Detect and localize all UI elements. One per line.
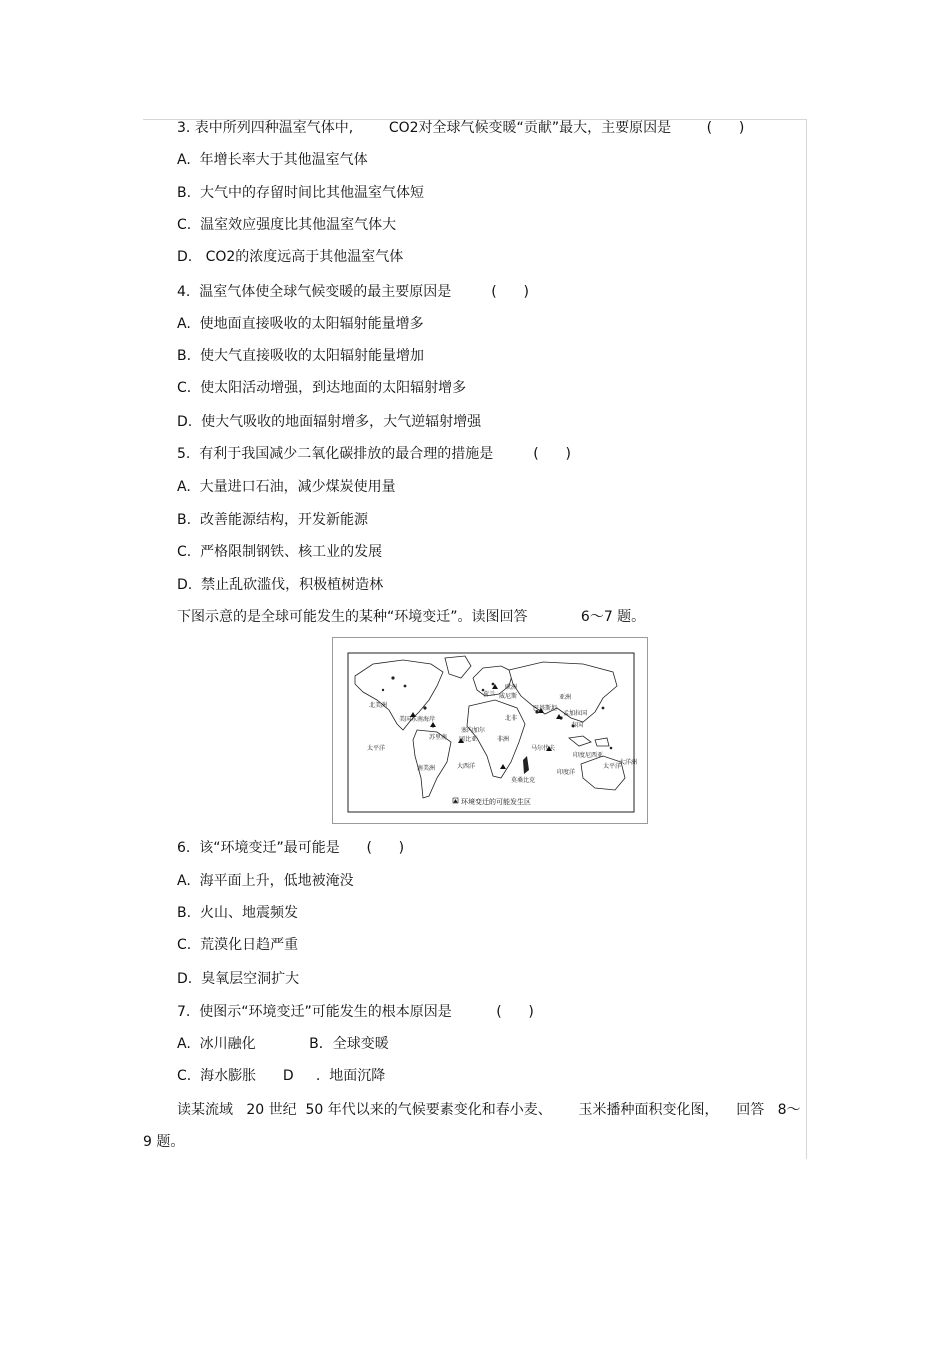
map-label-suriname: 苏里南 bbox=[429, 734, 448, 741]
q3-option-c: C. 温室效应强度比其他温室气体大 bbox=[177, 217, 397, 233]
map-label-north-africa: 北非 bbox=[505, 715, 518, 722]
q5-option-a: A. 大量进口石油，减少煤炭使用量 bbox=[177, 479, 396, 495]
q3-option-b: B. 大气中的存留时间比其他温室气体短 bbox=[177, 185, 424, 201]
question-4-stem: 4. 温室气体使全球气候变暖的最主要原因是 ( ) bbox=[177, 284, 529, 300]
q6-option-c: C. 荒漠化日趋严重 bbox=[177, 937, 299, 953]
map-label-south-america: 南美洲 bbox=[417, 765, 436, 772]
q6-option-d: D. 臭氧层空洞扩大 bbox=[177, 971, 300, 987]
q7-options-cd: C. 海水膨胀 D . 地面沉降 bbox=[177, 1068, 386, 1084]
q4-option-b: B. 使大气直接吸收的太阳辐射能量增加 bbox=[177, 348, 424, 364]
map-label-maldives: 马尔代夫 bbox=[531, 745, 556, 752]
map-label-gambia: 冈比亚 bbox=[459, 736, 478, 743]
q6-option-b: B. 火山、地震频发 bbox=[177, 905, 298, 921]
intro-questions-8-9-line2: 9 题。 bbox=[143, 1134, 185, 1150]
q5-option-d: D. 禁止乱砍滥伐，积极植树造林 bbox=[177, 577, 384, 593]
map-label-senegal: 塞内加尔 bbox=[461, 727, 486, 734]
map-label-us-southeast-coast: 美国东南海岸 bbox=[399, 716, 436, 723]
map-label-asia: 亚洲 bbox=[559, 694, 572, 701]
map-label-thailand: 泰国 bbox=[571, 722, 584, 729]
question-3-stem: 3. 表中所列四种温室气体中, CO2对全球气候变暖“贡献”最大，主要原因是 ( ) bbox=[177, 120, 745, 136]
q4-option-c: C. 使太阳活动增强，到达地面的太阳辐射增多 bbox=[177, 380, 467, 396]
q4-option-a: A. 使地面直接吸收的太阳辐射能量增多 bbox=[177, 316, 424, 332]
map-label-netherlands: 荷兰 bbox=[483, 691, 496, 698]
map-label-pakistan: 巴基斯坦 bbox=[533, 705, 558, 712]
q4-option-d: D. 使大气吸收的地面辐射增多，大气逆辐射增强 bbox=[177, 414, 482, 430]
intro-questions-6-7: 下图示意的是全球可能发生的某种“环境变迁”。读图回答 6～7 题。 bbox=[177, 609, 646, 625]
q5-option-b: B. 改善能源结构，开发新能源 bbox=[177, 512, 368, 528]
map-label-indian-ocean: 印度洋 bbox=[557, 769, 576, 776]
map-legend-text: 环境变迁的可能发生区 bbox=[461, 798, 531, 806]
frame-right-line bbox=[806, 119, 807, 1159]
map-label-pacific-east: 太平洋 bbox=[603, 763, 622, 770]
question-7-stem: 7. 使图示“环境变迁”可能发生的根本原因是 ( ) bbox=[177, 1004, 534, 1020]
map-label-europe: 欧洲 bbox=[505, 684, 518, 691]
map-label-oceania: 大洋洲 bbox=[619, 759, 638, 766]
question-6-stem: 6. 该“环境变迁”最可能是 ( ) bbox=[177, 840, 405, 856]
q6-option-a: A. 海平面上升，低地被淹没 bbox=[177, 873, 354, 889]
map-label-africa: 非洲 bbox=[497, 736, 510, 743]
q7-options-ab: A. 冰川融化 B．全球变暖 bbox=[177, 1036, 389, 1052]
intro-questions-8-9-line1: 读某流域 20 世纪 50 年代以来的气候要素变化和春小麦、 玉米播种面积变化图， 回答 8～ bbox=[177, 1102, 801, 1118]
world-map-svg bbox=[333, 638, 649, 825]
map-label-pacific-west: 太平洋 bbox=[367, 745, 386, 752]
map-label-atlantic: 大西洋 bbox=[457, 763, 476, 770]
world-map-figure bbox=[332, 637, 648, 824]
map-label-north-america: 北美洲 bbox=[369, 702, 388, 709]
map-label-indonesia: 印度尼西亚 bbox=[573, 752, 604, 759]
question-5-stem: 5. 有利于我国减少二氧化碳排放的最合理的措施是 ( ) bbox=[177, 446, 571, 462]
q3-option-a: A. 年增长率大于其他温室气体 bbox=[177, 152, 368, 168]
q5-option-c: C. 严格限制钢铁、核工业的发展 bbox=[177, 544, 383, 560]
map-label-bangladesh: 孟加拉国 bbox=[563, 710, 588, 717]
q3-option-d: D. CO2的浓度远高于其他温室气体 bbox=[177, 249, 404, 265]
map-label-venice: 威尼斯 bbox=[499, 693, 518, 700]
map-label-mozambique: 莫桑比克 bbox=[511, 777, 536, 784]
